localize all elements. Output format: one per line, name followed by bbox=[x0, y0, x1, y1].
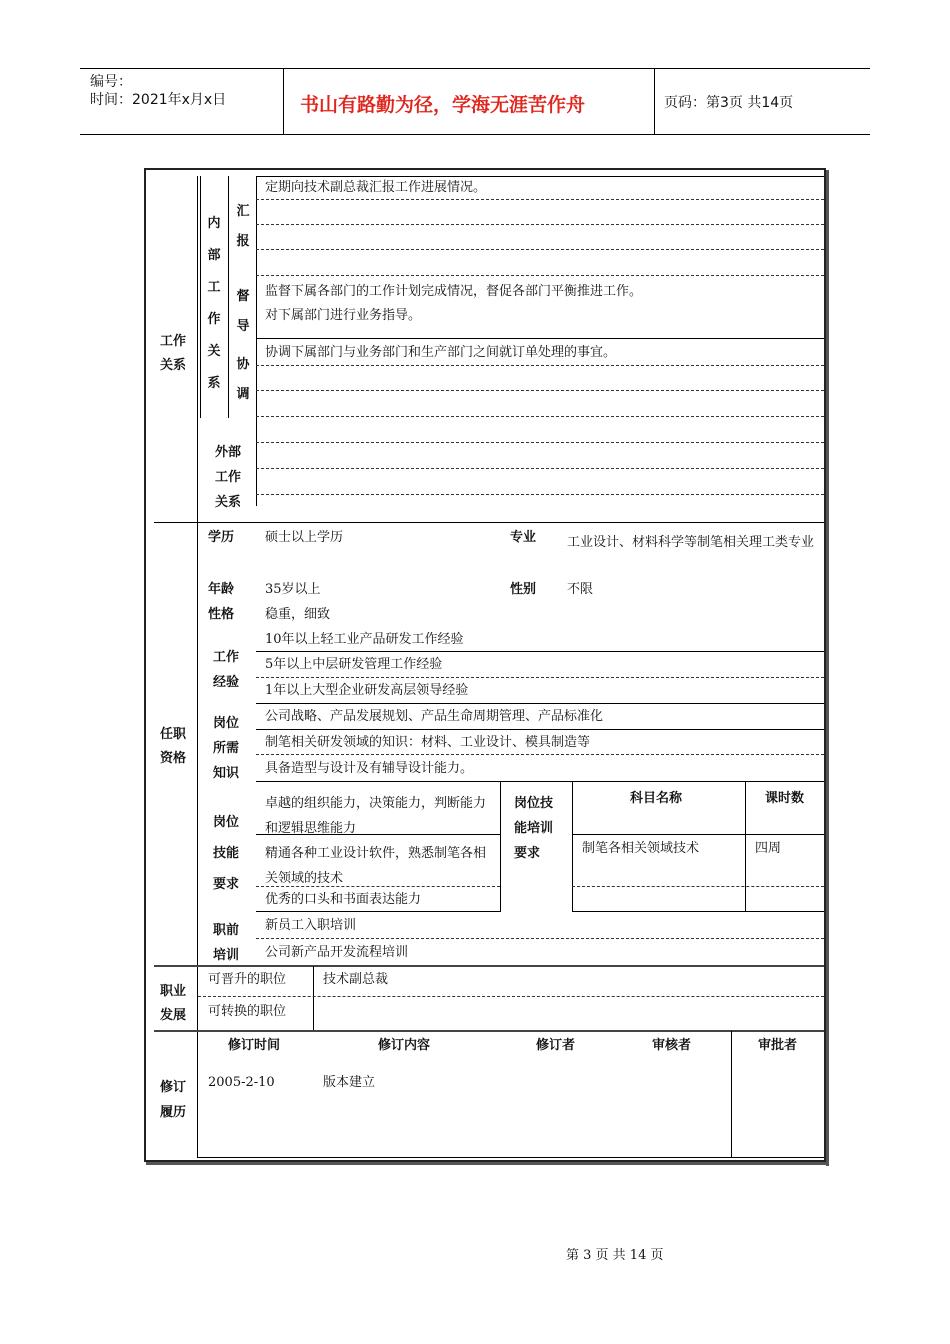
age-value: 35岁以上 bbox=[265, 582, 321, 597]
section-label-qualifications: 任职资格 bbox=[160, 727, 187, 766]
age-label: 年龄 bbox=[208, 582, 235, 597]
major-value: 工业设计、材料科学等制笔相关理工类专业 bbox=[567, 535, 815, 550]
skill-line: 精通各种工业设计软件，熟悉制笔各相关领域的技术 bbox=[265, 846, 487, 886]
education-label: 学历 bbox=[208, 530, 235, 545]
training-subject-header: 科目名称 bbox=[630, 791, 683, 806]
skill-label: 岗位技能要求 bbox=[213, 815, 240, 892]
coordinate-line: 协调下属部门与业务部门和生产部门之间就订单处理的事宜。 bbox=[265, 345, 617, 360]
report-label: 汇报 bbox=[236, 204, 250, 249]
training-hours-cell: 四周 bbox=[755, 841, 782, 856]
gender-value: 不限 bbox=[567, 582, 594, 597]
revision-date-cell: 2005-2-10 bbox=[208, 1075, 275, 1090]
revision-content-cell: 版本建立 bbox=[323, 1075, 376, 1090]
skill-line: 优秀的口头和书面表达能力 bbox=[265, 892, 422, 907]
major-label: 专业 bbox=[510, 530, 537, 545]
revision-header-content: 修订内容 bbox=[378, 1038, 431, 1053]
training-label: 岗位技能培训要求 bbox=[514, 796, 554, 861]
knowledge-label: 岗位所需知识 bbox=[213, 716, 240, 781]
revision-header-reviewer: 审核者 bbox=[652, 1038, 692, 1053]
knowledge-line: 具备造型与设计及有辅导设计能力。 bbox=[265, 761, 474, 776]
experience-label: 工作经验 bbox=[213, 650, 240, 690]
preservice-line: 新员工入职培训 bbox=[265, 918, 357, 933]
knowledge-line: 制笔相关研发领域的知识：材料、工业设计、模具制造等 bbox=[265, 735, 591, 750]
supervise-line: 监督下属各部门的工作计划完成情况，督促各部门平衡推进工作。 bbox=[265, 284, 643, 299]
supervise-label: 督导 bbox=[236, 289, 250, 334]
training-subject-cell: 制笔各相关领域技术 bbox=[582, 841, 700, 856]
transfer-label: 可转换的职位 bbox=[208, 1004, 287, 1019]
internal-relations-label: 内部工作关系 bbox=[207, 216, 221, 391]
knowledge-line: 公司战略、产品发展规划、产品生命周期管理、产品标准化 bbox=[265, 709, 604, 724]
coordinate-label: 协调 bbox=[236, 357, 250, 402]
revision-header-approver: 审批者 bbox=[758, 1038, 798, 1053]
page-indicator: 页码：第3页 共14页 bbox=[664, 95, 794, 111]
promotion-value: 技术副总裁 bbox=[323, 972, 389, 987]
supervise-line: 对下属部门进行业务指导。 bbox=[265, 308, 422, 323]
skill-line: 卓越的组织能力，决策能力，判断能力和逻辑思维能力 bbox=[265, 796, 487, 836]
experience-line: 1年以上大型企业研发高层领导经验 bbox=[265, 683, 469, 698]
training-hours-header: 课时数 bbox=[765, 791, 805, 806]
report-line: 定期向技术副总裁汇报工作进展情况。 bbox=[265, 180, 487, 195]
document-number-label: 编号： bbox=[90, 74, 132, 90]
section-label-work-relations: 工作关系 bbox=[160, 334, 187, 373]
revision-header-reviser: 修订者 bbox=[536, 1038, 576, 1053]
external-relations-label: 外部工作关系 bbox=[214, 445, 241, 510]
preservice-label: 职前培训 bbox=[213, 923, 240, 963]
section-label-revision: 修订履历 bbox=[160, 1080, 187, 1120]
page-footer: 第 3 页 共 14 页 bbox=[566, 1248, 664, 1263]
character-value: 稳重，细致 bbox=[265, 607, 331, 622]
revision-header-date: 修订时间 bbox=[228, 1038, 281, 1053]
section-label-career: 职业发展 bbox=[160, 984, 187, 1023]
promotion-label: 可晋升的职位 bbox=[208, 972, 287, 987]
gender-label: 性别 bbox=[510, 582, 537, 597]
document-date-label: 时间：2021年x月x日 bbox=[90, 92, 227, 108]
character-label: 性格 bbox=[208, 607, 235, 622]
experience-line: 5年以上中层研发管理工作经验 bbox=[265, 657, 443, 672]
preservice-line: 公司新产品开发流程培训 bbox=[265, 945, 409, 960]
motto-heading: 书山有路勤为径，学海无涯苦作舟 bbox=[300, 94, 586, 116]
experience-line: 10年以上轻工业产品研发工作经验 bbox=[265, 632, 464, 647]
education-value: 硕士以上学历 bbox=[265, 530, 344, 545]
